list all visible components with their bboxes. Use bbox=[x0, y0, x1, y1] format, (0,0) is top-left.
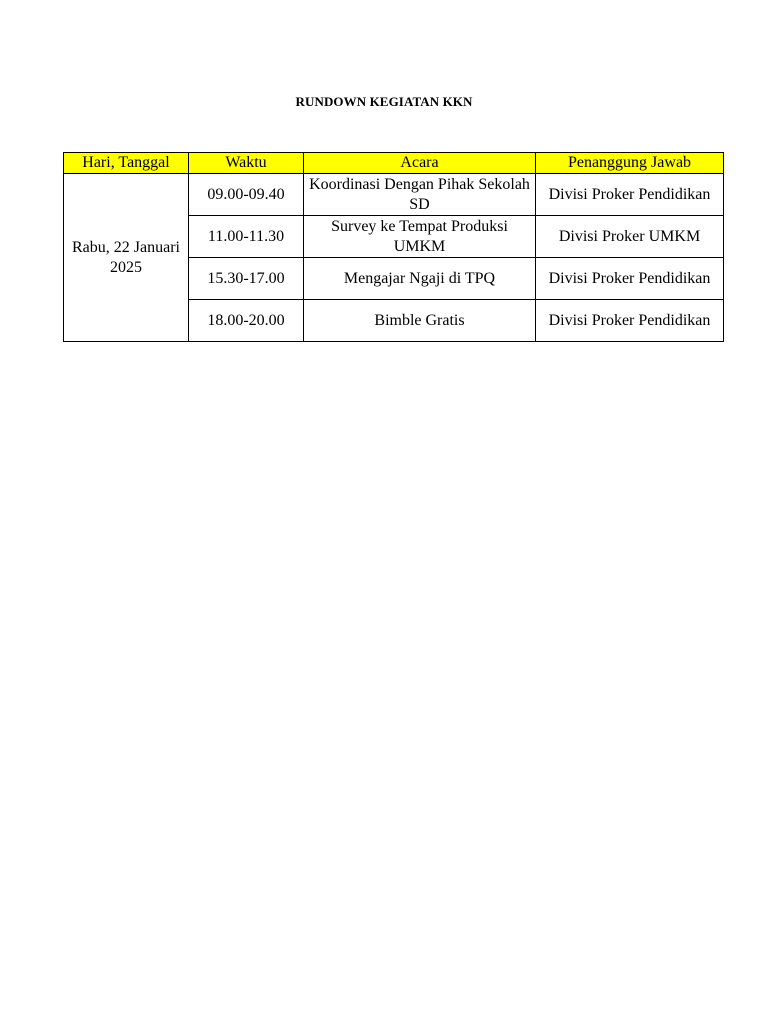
time-cell: 18.00-20.00 bbox=[189, 300, 304, 342]
responsible-cell: Divisi Proker Pendidikan bbox=[536, 258, 724, 300]
day-cell: Rabu, 22 Januari 2025 bbox=[64, 174, 189, 342]
header-waktu: Waktu bbox=[189, 153, 304, 174]
activity-cell: Koordinasi Dengan Pihak Sekolah SD bbox=[304, 174, 536, 216]
table-header-row bbox=[64, 153, 724, 174]
rundown-table bbox=[63, 152, 724, 342]
activity-cell: Survey ke Tempat Produksi UMKM bbox=[304, 216, 536, 258]
document-title: RUNDOWN KEGIATAN KKN bbox=[295, 94, 473, 109]
time-cell: 15.30-17.00 bbox=[189, 258, 304, 300]
activity-cell: Mengajar Ngaji di TPQ bbox=[304, 258, 536, 300]
header-penanggung-jawab: Penanggung Jawab bbox=[536, 153, 724, 174]
time-cell: 09.00-09.40 bbox=[189, 174, 304, 216]
header-hari-tanggal: Hari, Tanggal bbox=[64, 153, 189, 174]
time-cell: 11.00-11.30 bbox=[189, 216, 304, 258]
table-row bbox=[64, 174, 724, 216]
header-acara: Acara bbox=[304, 153, 536, 174]
responsible-cell: Divisi Proker Pendidikan bbox=[536, 174, 724, 216]
responsible-cell: Divisi Proker Pendidikan bbox=[536, 300, 724, 342]
responsible-cell: Divisi Proker UMKM bbox=[536, 216, 724, 258]
activity-cell: Bimble Gratis bbox=[304, 300, 536, 342]
